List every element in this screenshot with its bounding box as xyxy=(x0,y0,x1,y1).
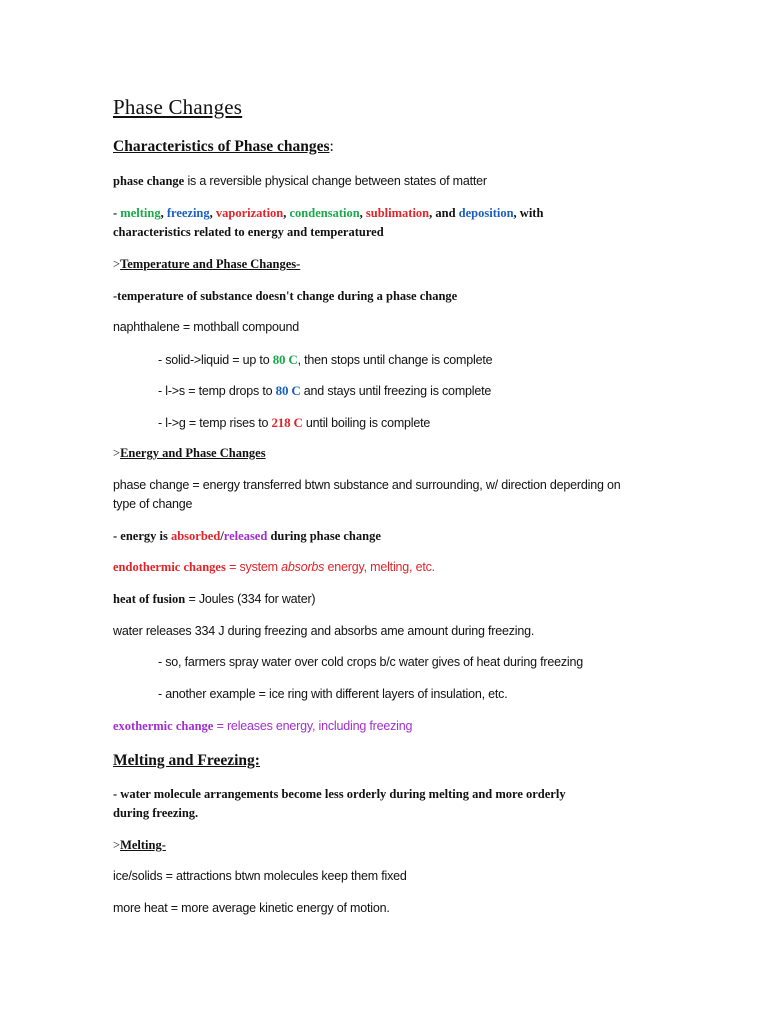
heat-of-fusion-rest: = Joules (334 for water) xyxy=(185,592,316,606)
water-releases-line: water releases 334 J during freezing and absorbs ame amount during freezing. xyxy=(113,624,535,638)
exothermic-line xyxy=(113,717,412,736)
characteristics-heading-line xyxy=(113,137,334,157)
energy-definition-line-2: type of change xyxy=(113,497,193,511)
melting-prefix: > xyxy=(113,838,121,852)
phase-sep: , xyxy=(283,206,290,220)
l-to-g-post: until boiling is complete xyxy=(302,416,431,430)
phase-sublimation: sublimation xyxy=(365,206,430,220)
absorbed-word: absorbed xyxy=(170,529,221,543)
heat-of-fusion-term: heat of fusion xyxy=(113,592,186,606)
temperature-heading-line xyxy=(113,255,300,274)
melting-heading-line xyxy=(113,836,166,855)
s-to-l-post: , then stops until change is complete xyxy=(297,353,493,367)
phase-condensation: condensation xyxy=(289,206,360,220)
absorbed-released-line xyxy=(113,527,381,546)
phase-sep: , xyxy=(160,206,167,220)
heat-of-fusion-line xyxy=(113,590,315,609)
phase-sep: , and xyxy=(429,206,459,220)
temperature-prefix: > xyxy=(113,257,121,271)
exothermic-term: exothermic change xyxy=(113,719,214,733)
more-heat-line: more heat = more average kinetic energy of motion. xyxy=(113,901,390,915)
phase-list-line-1 xyxy=(113,204,543,223)
l-to-g-pre: - l->g = temp rises to xyxy=(158,416,272,430)
released-word: released xyxy=(223,529,268,543)
phase-sep: , xyxy=(359,206,366,220)
s-to-l-pre: - solid->liquid = up to xyxy=(158,353,273,367)
endothermic-eq: = system xyxy=(225,560,282,574)
page-title: Phase Changes xyxy=(113,95,243,119)
liquid-to-gas-line xyxy=(158,413,430,433)
phase-melting: melting xyxy=(120,206,161,220)
l-to-g-value: 218 C xyxy=(271,415,303,430)
phase-list-line-2: characteristics related to energy and temperatured xyxy=(113,225,384,239)
endothermic-absorbs: absorbs xyxy=(281,560,325,574)
characteristics-colon: : xyxy=(329,138,334,155)
phase-list-dash: - xyxy=(113,206,121,220)
l-to-s-post: and stays until freezing is complete xyxy=(300,384,492,398)
phase-deposition: deposition xyxy=(458,206,514,220)
phase-list-tail: , with xyxy=(513,206,544,220)
energy-heading-line xyxy=(113,444,266,463)
naphthalene-line: naphthalene = mothball compound xyxy=(113,320,299,334)
example-line: - another example = ice ring with different layers of insulation, etc. xyxy=(158,687,508,701)
l-to-s-value: 80 C xyxy=(275,383,301,398)
definition-line xyxy=(113,172,487,191)
exothermic-rest: = releases energy, including freezing xyxy=(213,719,413,733)
definition-term: phase change xyxy=(113,174,185,188)
energy-prefix: > xyxy=(113,446,121,460)
melting-heading: Melting- xyxy=(120,838,166,852)
energy-heading: Energy and Phase Changes xyxy=(120,446,266,460)
abs-slash: / xyxy=(220,529,224,543)
s-to-l-value: 80 C xyxy=(272,352,298,367)
l-to-s-pre: - l->s = temp drops to xyxy=(158,384,276,398)
phase-sep: , xyxy=(209,206,216,220)
energy-definition-line-1: phase change = energy transferred btwn substance and surrounding, w/ direction deperding on xyxy=(113,478,621,492)
molecule-arrangement-line-1: - water molecule arrangements become less orderly during melting and more orderly xyxy=(113,787,566,801)
characteristics-heading: Characteristics of Phase changes xyxy=(113,138,330,155)
temperature-heading: Temperature and Phase Changes- xyxy=(120,257,301,271)
abs-pre: - energy is xyxy=(113,529,171,543)
definition-text: is a reversible physical change between states of matter xyxy=(184,174,487,188)
liquid-to-solid-line xyxy=(158,381,491,401)
endothermic-term: endothermic changes xyxy=(113,560,226,574)
endothermic-rest: energy, melting, etc. xyxy=(324,560,435,574)
endothermic-line xyxy=(113,558,435,577)
temperature-statement: -temperature of substance doesn't change during a phase change xyxy=(113,289,458,303)
abs-post: during phase change xyxy=(267,529,381,543)
phase-vaporization: vaporization xyxy=(215,206,284,220)
melting-freezing-heading: Melting and Freezing: xyxy=(113,752,260,769)
ice-solids-line: ice/solids = attractions btwn molecules keep them fixed xyxy=(113,869,407,883)
phase-freezing: freezing xyxy=(166,206,210,220)
farmers-line: - so, farmers spray water over cold crops b/c water gives of heat during freezing xyxy=(158,655,583,669)
molecule-arrangement-line-2: during freezing. xyxy=(113,806,199,820)
solid-to-liquid-line xyxy=(158,350,492,370)
